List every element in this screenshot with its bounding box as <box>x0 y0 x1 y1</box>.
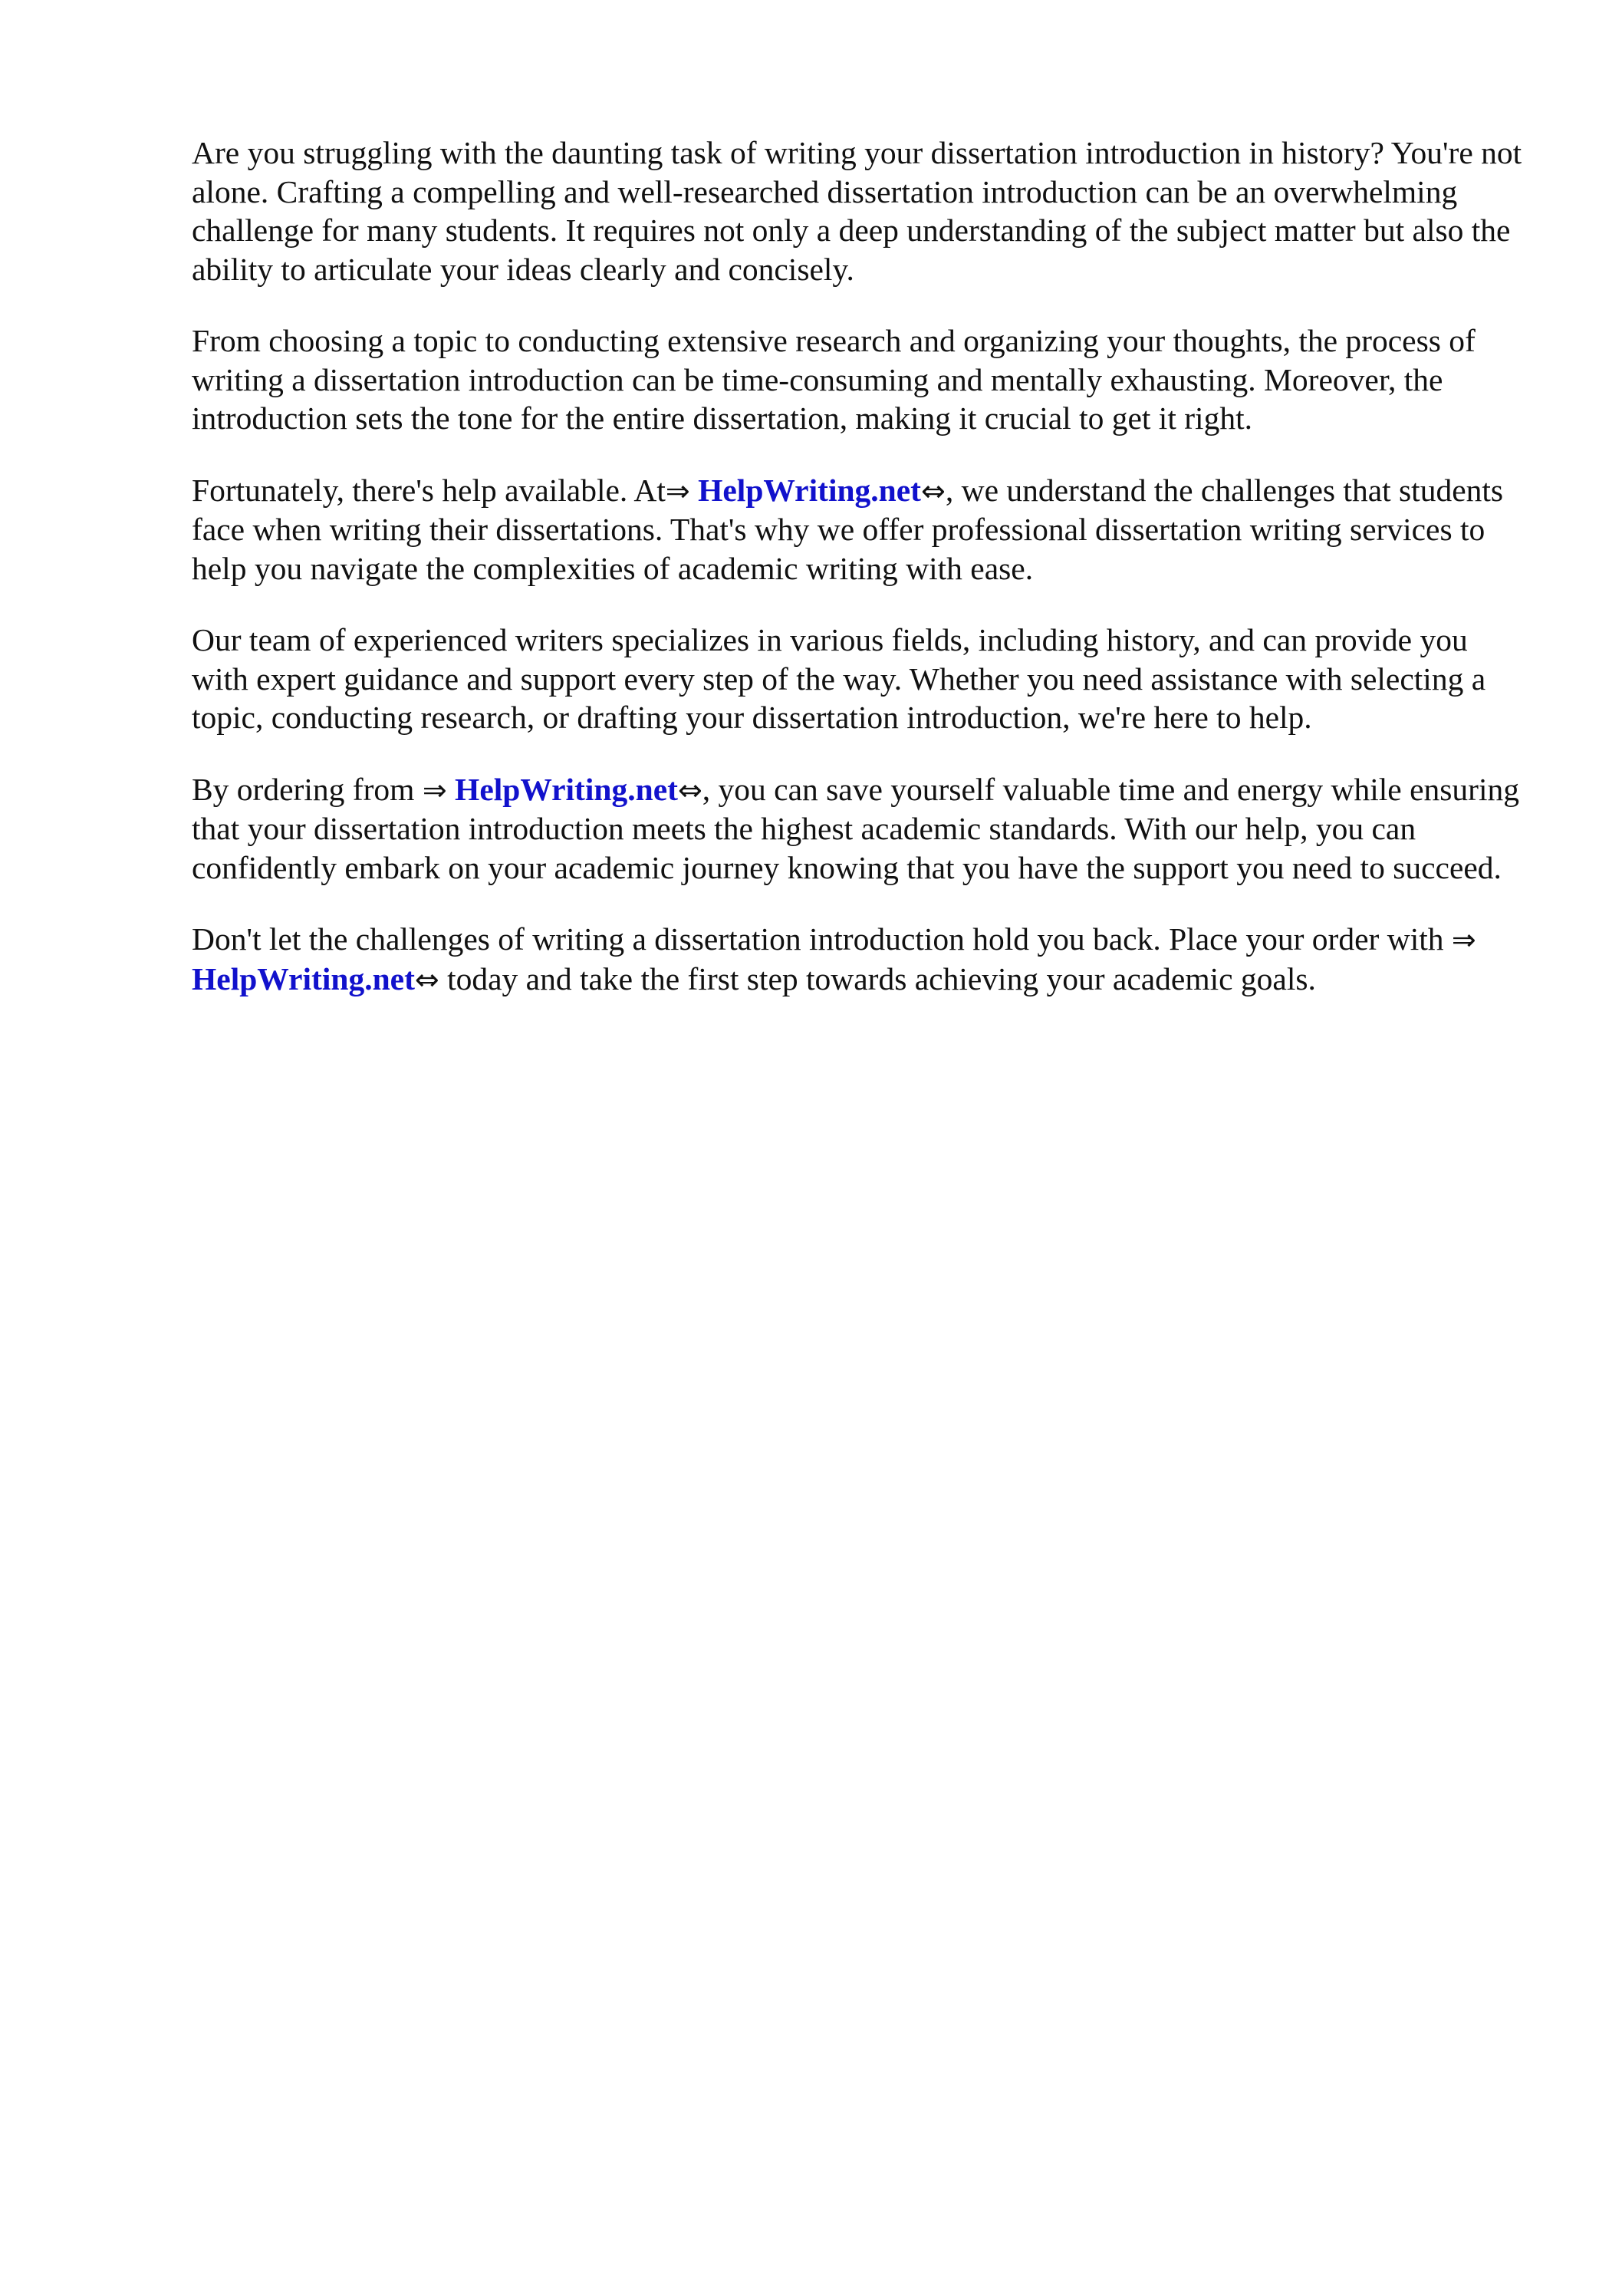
left-right-arrow-icon: ⇔ <box>414 962 439 996</box>
paragraph-text-before: By ordering from <box>192 771 423 807</box>
paragraph-intro: Are you struggling with the daunting task of writing your dissertation introduction in history? You're not alone. Crafting a compelling and well-researched dissertation introduction can be an overwhelming challenge for many students. It requires not only a deep understanding of the subject matter but also the ability to articulate your ideas clearly and concisely. <box>192 135 1522 287</box>
paragraph-team: Our team of experienced writers specializes in various fields, including history, and can provide you with expert guidance and support every step of the way. Whether you need assistance with selecting a topic, conducting research, or drafting your dissertation introduction, we're here to help. <box>192 622 1486 735</box>
right-arrow-icon: ⇒ <box>665 473 690 508</box>
right-arrow-icon: ⇒ <box>422 772 447 807</box>
left-right-arrow-icon: ⇔ <box>921 473 946 508</box>
helpwriting-link[interactable]: HelpWriting.net <box>698 472 921 508</box>
paragraph-process: From choosing a topic to conducting extensive research and organizing your thoughts, the process of writing a dissertation introduction can be time-consuming and mentally exhausting. Moreover, the introduction sets the tone for the entire dissertation, making it crucial to get it right. <box>192 323 1476 436</box>
left-right-arrow-icon: ⇔ <box>677 772 702 807</box>
helpwriting-link[interactable]: HelpWriting.net <box>192 960 415 996</box>
document-body <box>192 133 1526 1032</box>
paragraph-text-after: , we understand the challenges that students face when writing their dissertations. That's why we offer professional dissertation writing services to help you navigate the complexities of academic writing with ease. <box>192 472 1504 586</box>
paragraph-call-to-action <box>192 920 1526 999</box>
paragraph-text-after: , you can save yourself valuable time and energy while ensuring that your dissertation introduction meets the highest academic standards. With our help, you can confidently embark on your academic journey knowing that you have the support you need to succeed. <box>192 771 1520 885</box>
paragraph-help-available <box>192 471 1526 588</box>
helpwriting-link[interactable]: HelpWriting.net <box>455 771 678 807</box>
paragraph-text-before: Fortunately, there's help available. At <box>192 472 666 508</box>
paragraph-text-before: Don't let the challenges of writing a dissertation introduction hold you back. Place your order with <box>192 921 1452 957</box>
paragraph-ordering <box>192 770 1526 888</box>
paragraph-text-after: today and take the first step towards achieving your academic goals. <box>439 960 1316 996</box>
right-arrow-icon: ⇒ <box>1451 923 1476 957</box>
